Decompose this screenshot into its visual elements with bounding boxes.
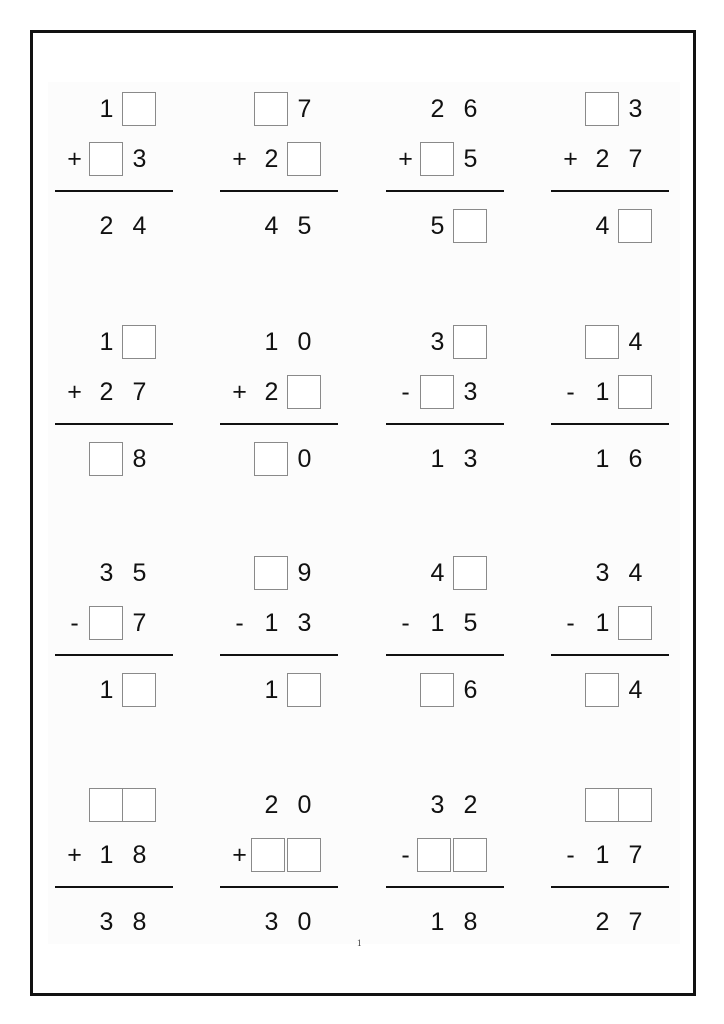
sum-line xyxy=(386,886,504,888)
answer-box[interactable] xyxy=(585,673,619,707)
digit: 7 xyxy=(628,841,643,869)
minus-sign: - xyxy=(235,609,244,637)
digit: 3 xyxy=(264,908,279,936)
digit: 3 xyxy=(628,95,643,123)
answer-box[interactable] xyxy=(618,375,652,409)
result-row xyxy=(55,442,173,476)
bottom-row xyxy=(386,838,504,872)
answer-box[interactable] xyxy=(122,673,156,707)
digit: 9 xyxy=(297,559,312,587)
digit: 7 xyxy=(628,908,643,936)
plus-sign: + xyxy=(232,378,247,406)
problem-11 xyxy=(386,556,504,716)
digit: 8 xyxy=(463,908,478,936)
digit: 4 xyxy=(628,676,643,704)
digit: 1 xyxy=(99,676,114,704)
digit: 4 xyxy=(264,212,279,240)
plus-sign: + xyxy=(67,841,82,869)
minus-sign: - xyxy=(401,841,410,869)
plus-sign: + xyxy=(232,841,247,869)
sum-line xyxy=(551,423,669,425)
digit: 8 xyxy=(132,841,147,869)
bottom-row xyxy=(551,606,669,640)
digit: 2 xyxy=(595,145,610,173)
minus-sign: - xyxy=(70,609,79,637)
digit: 1 xyxy=(430,609,445,637)
answer-box[interactable] xyxy=(420,375,454,409)
digit: 1 xyxy=(99,328,114,356)
digit: 5 xyxy=(463,609,478,637)
result-row xyxy=(55,673,173,707)
digit: 1 xyxy=(264,609,279,637)
digit: 2 xyxy=(463,791,478,819)
problem-6 xyxy=(220,325,338,485)
result-row xyxy=(386,905,504,939)
answer-box[interactable] xyxy=(251,838,285,872)
digit: 1 xyxy=(595,378,610,406)
result-row xyxy=(386,209,504,243)
digit: 3 xyxy=(99,908,114,936)
bottom-row xyxy=(55,142,173,176)
sum-line xyxy=(551,190,669,192)
answer-box[interactable] xyxy=(254,442,288,476)
bottom-row xyxy=(55,838,173,872)
answer-box[interactable] xyxy=(618,788,652,822)
result-row xyxy=(55,209,173,243)
minus-sign: - xyxy=(566,841,575,869)
minus-sign: - xyxy=(566,378,575,406)
answer-box[interactable] xyxy=(287,838,321,872)
answer-box[interactable] xyxy=(417,838,451,872)
answer-box[interactable] xyxy=(122,325,156,359)
answer-box[interactable] xyxy=(254,556,288,590)
digit: 3 xyxy=(430,328,445,356)
digit: 1 xyxy=(430,908,445,936)
digit: 2 xyxy=(595,908,610,936)
digit: 4 xyxy=(430,559,445,587)
answer-box[interactable] xyxy=(453,556,487,590)
answer-box[interactable] xyxy=(618,209,652,243)
problem-3 xyxy=(386,92,504,252)
problem-5 xyxy=(55,325,173,485)
result-row xyxy=(220,442,338,476)
answer-box[interactable] xyxy=(254,92,288,126)
sum-line xyxy=(551,654,669,656)
sum-line xyxy=(386,654,504,656)
top-row xyxy=(220,325,338,359)
digit: 7 xyxy=(628,145,643,173)
problem-9 xyxy=(55,556,173,716)
result-row xyxy=(55,905,173,939)
digit: 8 xyxy=(132,908,147,936)
digit: 2 xyxy=(430,95,445,123)
problem-1 xyxy=(55,92,173,252)
sum-line xyxy=(386,190,504,192)
digit: 3 xyxy=(297,609,312,637)
top-row xyxy=(220,788,338,822)
plus-sign: + xyxy=(398,145,413,173)
answer-box[interactable] xyxy=(89,142,123,176)
plus-sign: + xyxy=(67,145,82,173)
answer-box[interactable] xyxy=(585,788,619,822)
digit: 7 xyxy=(132,609,147,637)
answer-box[interactable] xyxy=(585,92,619,126)
sum-line xyxy=(551,886,669,888)
digit: 3 xyxy=(463,378,478,406)
digit: 5 xyxy=(430,212,445,240)
digit: 1 xyxy=(595,445,610,473)
sum-line xyxy=(55,654,173,656)
problem-8 xyxy=(551,325,669,485)
bottom-row xyxy=(55,375,173,409)
bottom-row xyxy=(386,606,504,640)
answer-box[interactable] xyxy=(89,442,123,476)
digit: 3 xyxy=(99,559,114,587)
digit: 7 xyxy=(132,378,147,406)
answer-box[interactable] xyxy=(122,788,156,822)
digit: 4 xyxy=(132,212,147,240)
digit: 2 xyxy=(264,145,279,173)
problem-4 xyxy=(551,92,669,252)
bottom-row xyxy=(220,606,338,640)
answer-box[interactable] xyxy=(453,325,487,359)
result-row xyxy=(551,673,669,707)
top-row xyxy=(55,92,173,126)
result-row xyxy=(220,209,338,243)
digit: 7 xyxy=(297,95,312,123)
digit: 8 xyxy=(132,445,147,473)
answer-box[interactable] xyxy=(287,673,321,707)
digit: 6 xyxy=(463,95,478,123)
top-row xyxy=(220,556,338,590)
answer-box[interactable] xyxy=(89,606,123,640)
top-row xyxy=(551,325,669,359)
digit: 4 xyxy=(628,559,643,587)
answer-box[interactable] xyxy=(122,92,156,126)
answer-box[interactable] xyxy=(453,838,487,872)
bottom-row xyxy=(220,142,338,176)
problem-13 xyxy=(55,788,173,948)
answer-box[interactable] xyxy=(420,142,454,176)
plus-sign: + xyxy=(67,378,82,406)
answer-box[interactable] xyxy=(89,788,123,822)
plus-sign: + xyxy=(563,145,578,173)
digit: 3 xyxy=(430,791,445,819)
top-row xyxy=(386,788,504,822)
problem-12 xyxy=(551,556,669,716)
digit: 0 xyxy=(297,908,312,936)
sum-line xyxy=(220,654,338,656)
problem-7 xyxy=(386,325,504,485)
digit: 3 xyxy=(132,145,147,173)
bottom-row xyxy=(551,142,669,176)
bottom-row xyxy=(55,606,173,640)
problem-2 xyxy=(220,92,338,252)
top-row xyxy=(551,92,669,126)
digit: 2 xyxy=(99,378,114,406)
bottom-row xyxy=(220,375,338,409)
bottom-row xyxy=(220,838,338,872)
top-row xyxy=(386,92,504,126)
digit: 1 xyxy=(264,676,279,704)
top-row xyxy=(386,556,504,590)
digit: 2 xyxy=(264,791,279,819)
top-row xyxy=(220,92,338,126)
digit: 0 xyxy=(297,328,312,356)
answer-box[interactable] xyxy=(585,325,619,359)
top-row xyxy=(55,788,173,822)
sum-line xyxy=(220,190,338,192)
digit: 4 xyxy=(628,328,643,356)
minus-sign: - xyxy=(401,609,410,637)
digit: 0 xyxy=(297,791,312,819)
bottom-row xyxy=(386,375,504,409)
result-row xyxy=(551,209,669,243)
digit: 2 xyxy=(99,212,114,240)
problem-14 xyxy=(220,788,338,948)
minus-sign: - xyxy=(401,378,410,406)
result-row xyxy=(551,442,669,476)
problem-15 xyxy=(386,788,504,948)
digit: 5 xyxy=(297,212,312,240)
sum-line xyxy=(55,190,173,192)
digit: 6 xyxy=(628,445,643,473)
digit: 6 xyxy=(463,676,478,704)
digit: 1 xyxy=(99,841,114,869)
minus-sign: - xyxy=(566,609,575,637)
result-row xyxy=(386,442,504,476)
bottom-row xyxy=(551,375,669,409)
top-row xyxy=(55,325,173,359)
bottom-row xyxy=(386,142,504,176)
page-number: 1 xyxy=(357,938,362,948)
result-row xyxy=(220,905,338,939)
sum-line xyxy=(220,886,338,888)
result-row xyxy=(386,673,504,707)
answer-box[interactable] xyxy=(420,673,454,707)
digit: 1 xyxy=(264,328,279,356)
digit: 5 xyxy=(132,559,147,587)
problem-10 xyxy=(220,556,338,716)
top-row xyxy=(551,556,669,590)
sum-line xyxy=(55,886,173,888)
result-row xyxy=(220,673,338,707)
result-row xyxy=(551,905,669,939)
answer-box[interactable] xyxy=(618,606,652,640)
bottom-row xyxy=(551,838,669,872)
digit: 5 xyxy=(463,145,478,173)
sum-line xyxy=(386,423,504,425)
answer-box[interactable] xyxy=(287,375,321,409)
digit: 1 xyxy=(99,95,114,123)
sum-line xyxy=(55,423,173,425)
problem-16 xyxy=(551,788,669,948)
top-row xyxy=(55,556,173,590)
digit: 4 xyxy=(595,212,610,240)
answer-box[interactable] xyxy=(287,142,321,176)
top-row xyxy=(386,325,504,359)
digit: 1 xyxy=(595,841,610,869)
digit: 1 xyxy=(430,445,445,473)
plus-sign: + xyxy=(232,145,247,173)
digit: 2 xyxy=(264,378,279,406)
digit: 1 xyxy=(595,609,610,637)
top-row xyxy=(551,788,669,822)
digit: 3 xyxy=(595,559,610,587)
digit: 0 xyxy=(297,445,312,473)
answer-box[interactable] xyxy=(453,209,487,243)
sum-line xyxy=(220,423,338,425)
digit: 3 xyxy=(463,445,478,473)
